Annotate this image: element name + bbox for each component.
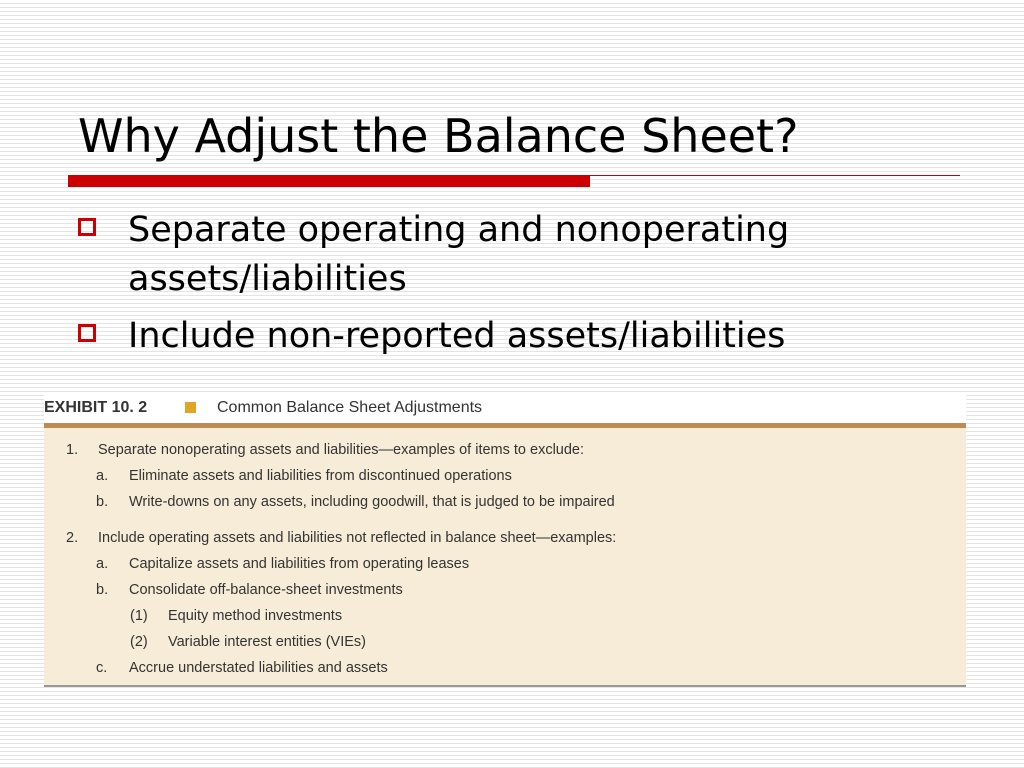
square-marker-icon [185,402,196,413]
item-label: a. [96,556,109,572]
item-label: 2. [66,530,79,546]
bullet-text-line: Separate operating and nonoperating [128,210,790,250]
bullet-list [78,206,978,369]
exhibit-header [44,393,966,423]
bullet-text-line: Include non-reported assets/liabilities [128,316,786,356]
item-label: b. [96,582,109,598]
bullet-item [78,312,978,361]
exhibit-number: EXHIBIT 10. 2 [44,399,148,416]
slide-title: Why Adjust the Balance Sheet? [78,109,799,163]
item-text: Accrue understated liabilities and assets [129,660,388,676]
item-label: (1) [130,608,148,624]
item-text: Equity method investments [168,608,343,624]
title-underline-thick [68,175,590,187]
exhibit-figure [44,393,966,689]
item-text: Write-downs on any assets, including goodwill, that is judged to be impaired [129,494,615,510]
square-bullet-icon [78,218,96,236]
item-text: Variable interest entities (VIEs) [168,634,366,650]
exhibit-title: Common Balance Sheet Adjustments [217,399,483,416]
item-text: Capitalize assets and liabilities from operating leases [129,556,470,572]
bullet-text-line: assets/liabilities [128,259,407,299]
square-bullet-icon [78,324,96,342]
item-text: Include operating assets and liabilities not reflected in balance sheet—examples: [98,530,617,546]
item-text: Consolidate off-balance-sheet investments [129,582,403,598]
title-underline-thin [590,175,960,176]
bullet-item [78,206,978,304]
exhibit-body [44,428,966,687]
item-text: Separate nonoperating assets and liabilities—examples of items to exclude: [98,442,585,458]
item-label: b. [96,494,109,510]
item-label: a. [96,468,109,484]
item-text: Eliminate assets and liabilities from discontinued operations [129,468,512,484]
item-label: 1. [66,442,79,458]
item-label: c. [96,660,108,676]
item-label: (2) [130,634,148,650]
